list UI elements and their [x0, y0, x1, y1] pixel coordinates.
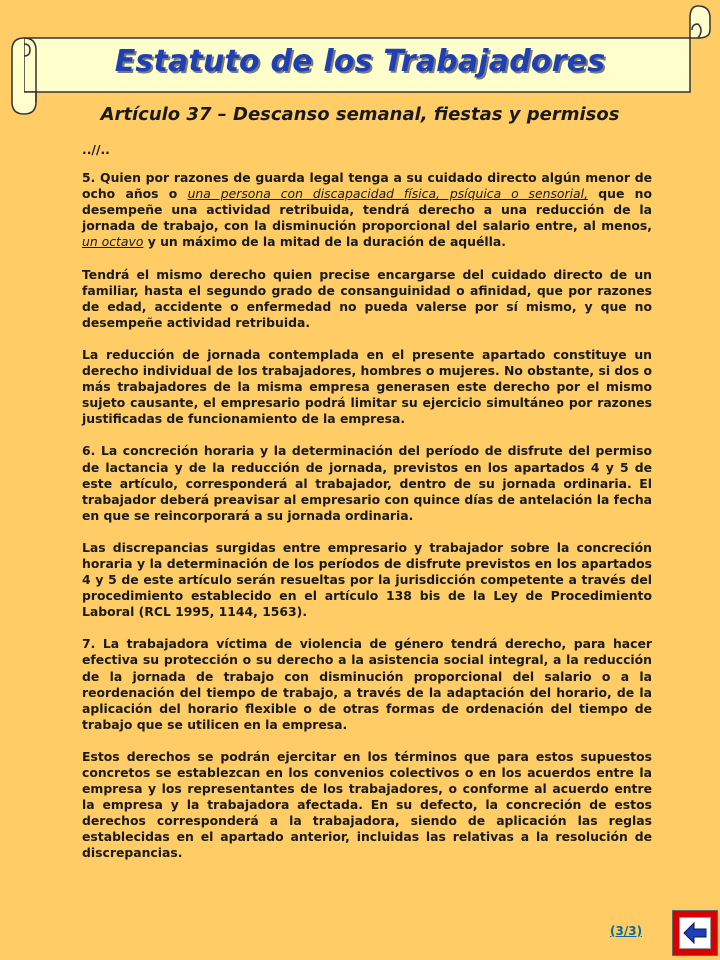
back-arrow-icon	[680, 918, 710, 948]
document-body	[82, 142, 652, 878]
paragraph-discrepancies: Las discrepancias surgidas entre empresario y trabajador sobre la concreción horaria y la determinación de los períodos de disfrute previstos en los apartados 4 y 5 de este artículo serán resueltas por la jurisdicción competente a través del procedimiento establecido en el artículo 138 bis de la Ley de Procedimiento Laboral (RCL 1995, 1144, 1563).	[82, 539, 652, 620]
paragraph-family-care: Tendrá el mismo derecho quien precise encargarse del cuidado directo de un familiar, hasta el segundo grado de consanguinidad o afinidad, que por razones de edad, accidente o enfermedad no pueda valerse por sí mismo, y que no desempeñe actividad retribuida.	[82, 266, 652, 330]
paragraph-5-text-c: y un máximo de la mitad de la duración de aquélla.	[143, 234, 506, 250]
separator: ..//..	[82, 142, 110, 157]
paragraph-5-text-b: que no desempeñe una actividad retribuida, tendrá derecho a una reducción de la jornada de trabajo, con la disminución proporcional del salario entre, al menos,	[82, 186, 652, 234]
back-button-face	[679, 917, 711, 949]
paragraph-5-text-a: 5. Quien por razones de guarda legal tenga a su cuidado directo algún menor de ocho años o	[82, 170, 652, 202]
back-button[interactable]	[672, 910, 718, 956]
paragraph-individual-right: La reducción de jornada contemplada en el presente apartado constituye un derecho individual de los trabajadores, hombres o mujeres. No obstante, si dos o más trabajadores de la misma empresa generasen este derecho por el mismo sujeto causante, el empresario podrá limitar su ejercicio simultáneo por razones justificadas de funcionamiento de la empresa.	[82, 346, 652, 427]
one-eighth-text: un octavo	[82, 234, 144, 250]
article-subtitle: Artículo 37 – Descanso semanal, fiestas y permisos	[100, 104, 620, 125]
paragraph-rights-exercise: Estos derechos se podrán ejercitar en los términos que para estos supuestos concretos se establezcan en los convenios colectivos o en los acuerdos entre la empresa y los representantes de los trabajadores, o conforme al acuerdo entre la empresa y la trabajadora afectada. En su defecto, la concreción de estos derechos corresponderá a la trabajadora, siendo de aplicación las reglas establecidas en el apartado anterior, incluidas las relativas a la resolución de discrepancias.	[82, 748, 652, 861]
paragraph-6: 6. La concreción horaria y la determinación del período de disfrute del permiso de lactancia y de la reducción de jornada, previstos en los apartados 4 y 5 de este artículo, corresponderá al trabajador, dentro de su jornada ordinaria. El trabajador deberá preavisar al empresario con quince días de antelación la fecha en que se reincorporará a su jornada ordinaria.	[82, 443, 652, 523]
page-title: Estatuto de los Trabajadores	[114, 44, 606, 79]
paragraph-5	[82, 170, 652, 250]
paragraph-7: 7. La trabajadora víctima de violencia de género tendrá derecho, para hacer efectiva su protección o su derecho a la asistencia social integral, a la reducción de la jornada de trabajo con disminución proporcional del salario o a la reordenación del tiempo de trabajo, a través de la adaptación del horario, de la aplicación del horario flexible o de otras formas de ordenación del tiempo de trabajo que se utilicen en la empresa.	[82, 636, 652, 732]
disability-link-text: una persona con discapacidad física, psíquica o sensorial,	[187, 186, 589, 202]
page-indicator-link[interactable]: (3/3)	[610, 924, 643, 938]
